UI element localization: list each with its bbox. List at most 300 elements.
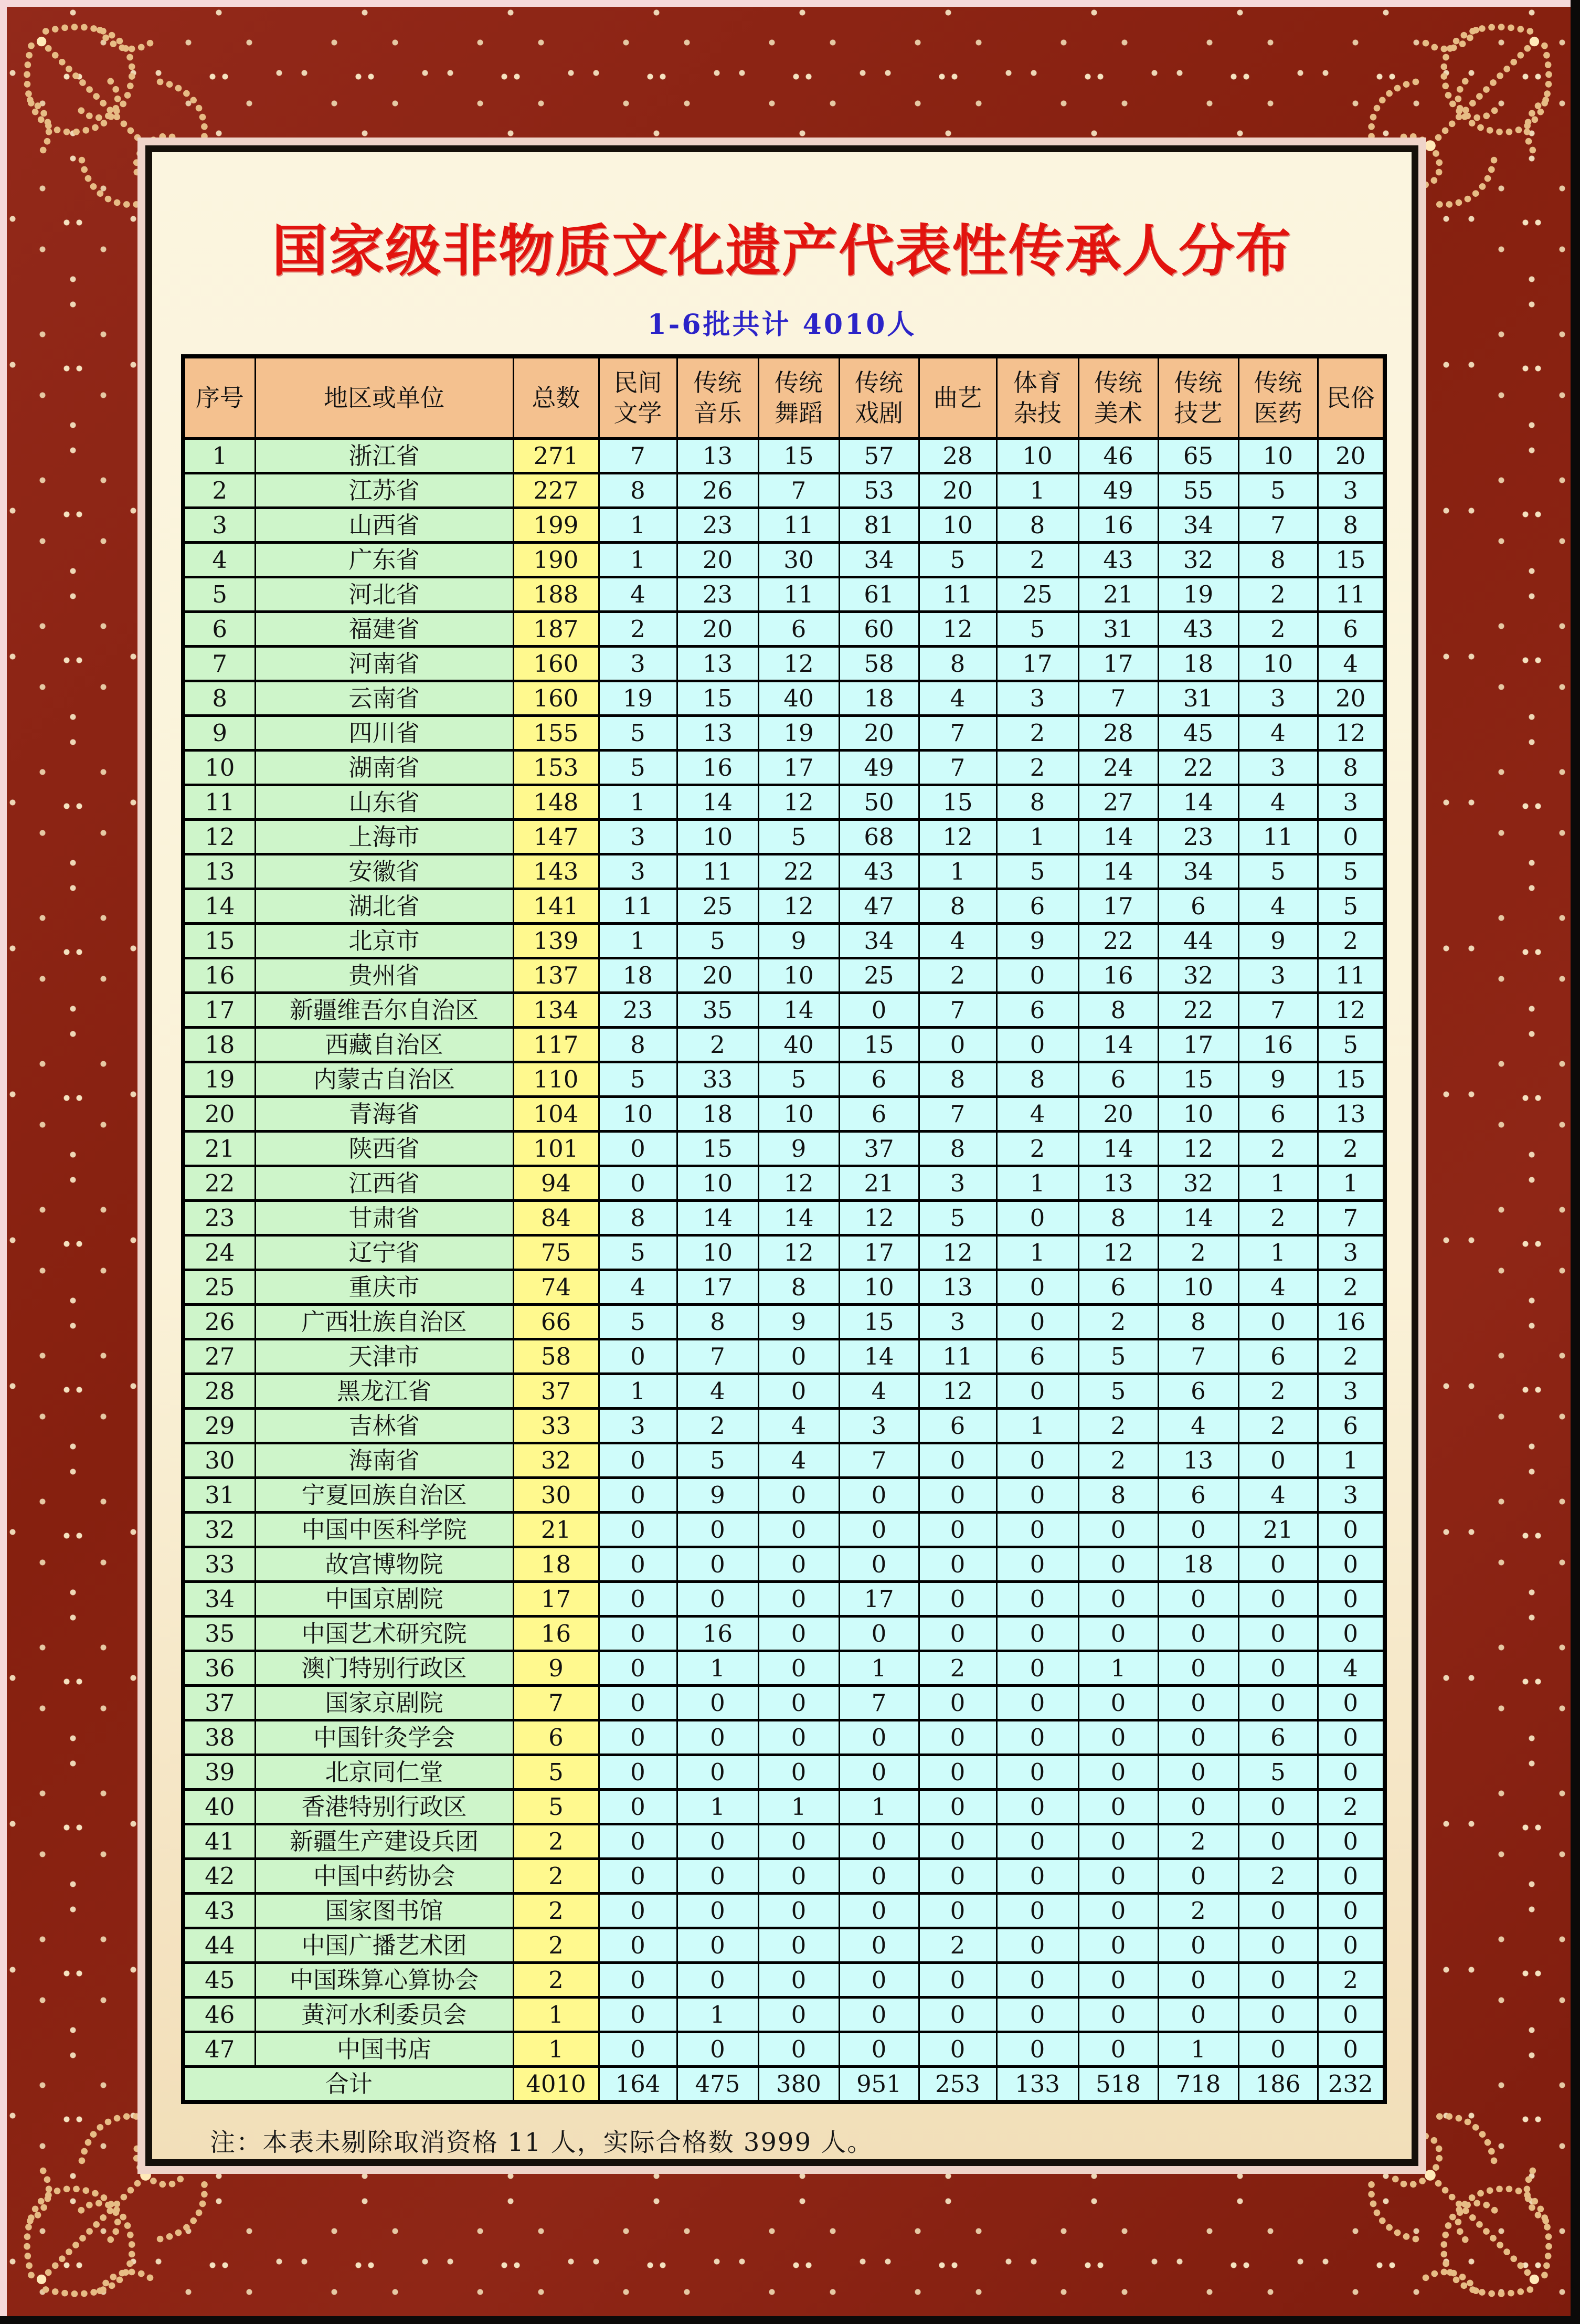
cell-value: 3 (599, 820, 677, 854)
cell-total: 155 (513, 716, 599, 751)
cell-total: 147 (513, 820, 599, 854)
cell-no: 3 (183, 508, 255, 543)
cell-value: 10 (1238, 647, 1318, 681)
cell-value: 3 (1238, 751, 1318, 785)
table-container (181, 354, 1383, 2104)
cell-value: 1 (919, 854, 996, 889)
cell-value: 1 (996, 1166, 1078, 1201)
col-header-traditional-music (677, 356, 758, 439)
cell-value: 5 (599, 751, 677, 785)
cell-region: 甘肃省 (255, 1201, 513, 1235)
cell-value: 17 (996, 647, 1078, 681)
cell-value: 0 (677, 1582, 758, 1617)
cell-value: 14 (758, 1201, 839, 1235)
cell-value: 2 (1158, 1824, 1238, 1859)
cell-value: 3 (1318, 1235, 1385, 1270)
cell-value: 2 (1238, 1201, 1318, 1235)
cell-value: 0 (1078, 1617, 1158, 1651)
cell-value: 0 (919, 1894, 996, 1928)
cell-value: 12 (1078, 1235, 1158, 1270)
cell-no: 13 (183, 854, 255, 889)
cell-region: 上海市 (255, 820, 513, 854)
cell-region: 河北省 (255, 577, 513, 612)
cell-no: 34 (183, 1582, 255, 1617)
cell-value: 20 (1318, 439, 1385, 473)
cell-region: 宁夏回族自治区 (255, 1478, 513, 1513)
cell-value: 0 (1238, 1928, 1318, 1963)
table-row (183, 958, 1385, 993)
cell-value: 6 (1078, 1062, 1158, 1097)
cell-value: 0 (996, 1894, 1078, 1928)
cell-value: 2 (996, 751, 1078, 785)
cell-value: 35 (677, 993, 758, 1028)
cell-no: 18 (183, 1028, 255, 1062)
cell-value: 9 (1238, 1062, 1318, 1097)
cell-value: 1 (1238, 1166, 1318, 1201)
cell-total: 66 (513, 1305, 599, 1339)
cell-no: 30 (183, 1443, 255, 1478)
cell-region: 黑龙江省 (255, 1374, 513, 1409)
cell-value: 0 (996, 1651, 1078, 1686)
cell-value: 9 (758, 1132, 839, 1166)
total-row-value: 380 (758, 2067, 839, 2103)
cell-value: 9 (996, 924, 1078, 958)
cell-no: 9 (183, 716, 255, 751)
table-row (183, 1028, 1385, 1062)
cell-no: 15 (183, 924, 255, 958)
cell-value: 1 (1318, 1443, 1385, 1478)
cell-value: 0 (919, 1790, 996, 1824)
cell-value: 19 (1158, 577, 1238, 612)
cell-region: 山东省 (255, 785, 513, 820)
cell-no: 4 (183, 543, 255, 577)
cell-value: 0 (1318, 1547, 1385, 1582)
cell-value: 5 (758, 1062, 839, 1097)
cell-region: 北京同仁堂 (255, 1755, 513, 1790)
cell-value: 10 (996, 439, 1078, 473)
total-row-value: 518 (1078, 2067, 1158, 2103)
cell-region: 天津市 (255, 1339, 513, 1374)
cell-value: 0 (996, 1859, 1078, 1894)
cell-value: 0 (677, 1859, 758, 1894)
cell-value: 16 (677, 1617, 758, 1651)
cell-region: 国家图书馆 (255, 1894, 513, 1928)
cell-value: 0 (996, 1513, 1078, 1547)
cell-value: 2 (996, 716, 1078, 751)
cell-value: 6 (919, 1409, 996, 1443)
cell-total: 139 (513, 924, 599, 958)
cell-value: 5 (677, 1443, 758, 1478)
cell-value: 7 (839, 1443, 919, 1478)
cell-total: 30 (513, 1478, 599, 1513)
cell-value: 28 (919, 439, 996, 473)
cell-region: 浙江省 (255, 439, 513, 473)
cell-total: 5 (513, 1790, 599, 1824)
cell-value: 4 (1318, 1651, 1385, 1686)
table-row (183, 889, 1385, 924)
cell-value: 12 (1318, 716, 1385, 751)
cell-value: 0 (919, 2032, 996, 2067)
table-row (183, 1963, 1385, 1998)
cell-value: 33 (677, 1062, 758, 1097)
cell-value: 10 (919, 508, 996, 543)
cell-value: 6 (1158, 1374, 1238, 1409)
table-row (183, 820, 1385, 854)
cell-value: 0 (996, 958, 1078, 993)
cell-region: 北京市 (255, 924, 513, 958)
cell-value: 0 (919, 1859, 996, 1894)
cell-value: 17 (1158, 1028, 1238, 1062)
cell-value: 0 (1158, 1513, 1238, 1547)
cell-value: 3 (996, 681, 1078, 716)
cell-value: 0 (919, 1443, 996, 1478)
cell-region: 安徽省 (255, 854, 513, 889)
cell-no: 46 (183, 1998, 255, 2032)
cell-value: 1 (599, 508, 677, 543)
cell-total: 2 (513, 1894, 599, 1928)
cell-value: 0 (1158, 1686, 1238, 1720)
cell-value: 32 (1158, 1166, 1238, 1201)
cell-value: 20 (1318, 681, 1385, 716)
cell-value: 0 (599, 2032, 677, 2067)
cell-value: 0 (599, 1166, 677, 1201)
cell-value: 0 (677, 2032, 758, 2067)
cell-value: 3 (1318, 1374, 1385, 1409)
outer-edge-left (0, 0, 7, 2324)
cell-value: 50 (839, 785, 919, 820)
table-row (183, 1617, 1385, 1651)
cell-value: 17 (1078, 647, 1158, 681)
cell-total: 37 (513, 1374, 599, 1409)
cell-value: 6 (839, 1062, 919, 1097)
cell-value: 0 (758, 1582, 839, 1617)
cell-region: 广西壮族自治区 (255, 1305, 513, 1339)
cell-total: 101 (513, 1132, 599, 1166)
cell-value: 0 (599, 1443, 677, 1478)
cell-value: 0 (1078, 1582, 1158, 1617)
total-row-value: 253 (919, 2067, 996, 2103)
cell-no: 38 (183, 1720, 255, 1755)
cell-value: 1 (1238, 1235, 1318, 1270)
cell-value: 20 (1078, 1097, 1158, 1132)
cell-value: 10 (1158, 1270, 1238, 1305)
cell-value: 5 (677, 924, 758, 958)
cell-value: 7 (1078, 681, 1158, 716)
cell-value: 0 (1318, 1998, 1385, 2032)
cell-value: 12 (758, 889, 839, 924)
cell-value: 0 (599, 1894, 677, 1928)
col-header-line: 传统 (1174, 368, 1223, 397)
cell-value: 17 (677, 1270, 758, 1305)
cell-value: 0 (599, 1547, 677, 1582)
cell-value: 0 (758, 1928, 839, 1963)
cell-value: 32 (1158, 958, 1238, 993)
cell-value: 0 (919, 1617, 996, 1651)
cell-value: 5 (1238, 854, 1318, 889)
cell-value: 27 (1078, 785, 1158, 820)
cell-value: 20 (677, 958, 758, 993)
table-row (183, 1062, 1385, 1097)
table-row (183, 1790, 1385, 1824)
cell-value: 5 (919, 543, 996, 577)
cell-value: 0 (1078, 1998, 1158, 2032)
cell-value: 0 (839, 1998, 919, 2032)
cell-value: 0 (758, 1339, 839, 1374)
cell-total: 187 (513, 612, 599, 647)
cell-value: 0 (758, 1720, 839, 1755)
cell-value: 5 (996, 854, 1078, 889)
cell-value: 0 (839, 1755, 919, 1790)
cell-value: 0 (839, 1928, 919, 1963)
cell-value: 49 (1078, 473, 1158, 508)
cell-value: 2 (1078, 1305, 1158, 1339)
col-header-folk-customs (1318, 356, 1385, 439)
cell-value: 7 (1238, 508, 1318, 543)
cell-value: 12 (919, 1374, 996, 1409)
table-row (183, 1270, 1385, 1305)
cell-value: 0 (839, 1963, 919, 1998)
table-row (183, 1720, 1385, 1755)
cell-value: 5 (599, 1062, 677, 1097)
cell-no: 1 (183, 439, 255, 473)
table-row (183, 681, 1385, 716)
cell-region: 云南省 (255, 681, 513, 716)
cell-value: 0 (758, 1478, 839, 1513)
content-panel (145, 145, 1418, 2166)
cell-value: 7 (919, 1097, 996, 1132)
col-header-sports-acrobatics (996, 356, 1078, 439)
cell-region: 中国艺术研究院 (255, 1617, 513, 1651)
cell-value: 0 (839, 1547, 919, 1582)
cell-value: 0 (996, 1790, 1078, 1824)
cell-no: 10 (183, 751, 255, 785)
cell-value: 0 (599, 1790, 677, 1824)
cell-value: 0 (1318, 1582, 1385, 1617)
cell-value: 5 (996, 612, 1078, 647)
cell-value: 0 (1238, 1963, 1318, 1998)
cell-value: 0 (996, 1755, 1078, 1790)
cell-value: 8 (996, 1062, 1078, 1097)
cell-value: 0 (599, 1998, 677, 2032)
cell-value: 0 (996, 1824, 1078, 1859)
cell-value: 65 (1158, 439, 1238, 473)
cell-value: 6 (758, 612, 839, 647)
cell-total: 75 (513, 1235, 599, 1270)
cell-value: 6 (1158, 1478, 1238, 1513)
cell-value: 5 (599, 1235, 677, 1270)
cell-value: 3 (839, 1409, 919, 1443)
cell-no: 19 (183, 1062, 255, 1097)
cell-value: 3 (1238, 958, 1318, 993)
cell-no: 43 (183, 1894, 255, 1928)
cell-region: 重庆市 (255, 1270, 513, 1305)
cell-value: 0 (996, 1617, 1078, 1651)
cell-value: 49 (839, 751, 919, 785)
cell-total: 141 (513, 889, 599, 924)
cell-value: 4 (758, 1443, 839, 1478)
cell-value: 15 (1318, 1062, 1385, 1097)
cell-no: 2 (183, 473, 255, 508)
cell-value: 1 (839, 1790, 919, 1824)
cell-value: 1 (839, 1651, 919, 1686)
cell-value: 3 (599, 1409, 677, 1443)
cell-value: 2 (1078, 1409, 1158, 1443)
cell-value: 10 (677, 1166, 758, 1201)
cell-value: 1 (1318, 1166, 1385, 1201)
cell-value: 0 (599, 1928, 677, 1963)
cell-value: 2 (1158, 1235, 1238, 1270)
cell-total: 160 (513, 647, 599, 681)
cell-value: 2 (1238, 612, 1318, 647)
cell-value: 5 (1078, 1339, 1158, 1374)
cell-no: 7 (183, 647, 255, 681)
cell-value: 7 (1318, 1201, 1385, 1235)
cell-value: 15 (919, 785, 996, 820)
cell-value: 0 (599, 1339, 677, 1374)
cell-value: 0 (758, 1998, 839, 2032)
col-header-line: 传统 (1254, 368, 1302, 397)
cell-value: 0 (839, 1859, 919, 1894)
cell-value: 0 (1318, 1824, 1385, 1859)
cell-value: 5 (758, 820, 839, 854)
cell-value: 17 (839, 1235, 919, 1270)
cell-value: 10 (677, 820, 758, 854)
table-row (183, 924, 1385, 958)
cell-value: 15 (1158, 1062, 1238, 1097)
cell-value: 0 (599, 1755, 677, 1790)
table-row (183, 439, 1385, 473)
cell-value: 0 (996, 1374, 1078, 1409)
cell-region: 吉林省 (255, 1409, 513, 1443)
cell-value: 4 (1238, 1270, 1318, 1305)
cell-total: 1 (513, 2032, 599, 2067)
footnote: 注：本表未剔除取消资格 11 人，实际合格数 3999 人。 (210, 2128, 874, 2157)
cell-no: 47 (183, 2032, 255, 2067)
table-row (183, 1409, 1385, 1443)
cell-value: 4 (758, 1409, 839, 1443)
page-subtitle: 1-6批共计 4010人 (647, 309, 917, 341)
cell-value: 17 (758, 751, 839, 785)
cell-value: 6 (1238, 1097, 1318, 1132)
cell-total: 227 (513, 473, 599, 508)
cell-no: 44 (183, 1928, 255, 1963)
cell-no: 23 (183, 1201, 255, 1235)
cell-value: 22 (758, 854, 839, 889)
total-row (183, 2067, 1385, 2103)
total-row-value: 718 (1158, 2067, 1238, 2103)
cell-no: 20 (183, 1097, 255, 1132)
cell-value: 0 (758, 1513, 839, 1547)
cell-value: 0 (919, 1513, 996, 1547)
cell-value: 34 (839, 924, 919, 958)
cell-no: 32 (183, 1513, 255, 1547)
table-row (183, 473, 1385, 508)
cell-value: 0 (1078, 1513, 1158, 1547)
cell-value: 19 (758, 716, 839, 751)
cell-no: 11 (183, 785, 255, 820)
cell-value: 2 (1318, 1790, 1385, 1824)
table-footer (183, 2067, 1385, 2103)
cell-value: 6 (1078, 1270, 1158, 1305)
cell-value: 0 (1158, 1651, 1238, 1686)
cell-value: 0 (599, 1859, 677, 1894)
cell-value: 2 (1238, 1409, 1318, 1443)
cell-value: 16 (1318, 1305, 1385, 1339)
cell-value: 61 (839, 577, 919, 612)
cell-value: 8 (919, 889, 996, 924)
cell-no: 31 (183, 1478, 255, 1513)
cell-total: 33 (513, 1409, 599, 1443)
inheritors-table (181, 354, 1387, 2104)
cell-value: 0 (1158, 1720, 1238, 1755)
cell-value: 11 (599, 889, 677, 924)
cell-value: 0 (1318, 1513, 1385, 1547)
cell-value: 30 (758, 543, 839, 577)
cell-value: 13 (919, 1270, 996, 1305)
cell-value: 4 (1238, 1478, 1318, 1513)
cell-value: 15 (677, 681, 758, 716)
cell-value: 4 (1158, 1409, 1238, 1443)
cell-value: 0 (839, 2032, 919, 2067)
cell-value: 0 (1318, 1928, 1385, 1963)
cell-value: 5 (1318, 854, 1385, 889)
cell-value: 0 (1238, 1998, 1318, 2032)
cell-value: 14 (1158, 785, 1238, 820)
outer-edge-right (1571, 0, 1580, 2324)
total-row-value: 133 (996, 2067, 1078, 2103)
col-header-region (255, 356, 513, 439)
total-row-value: 951 (839, 2067, 919, 2103)
table-row (183, 785, 1385, 820)
cell-value: 0 (996, 1582, 1078, 1617)
cell-value: 2 (1318, 1339, 1385, 1374)
cell-value: 7 (758, 473, 839, 508)
cell-region: 贵州省 (255, 958, 513, 993)
cell-value: 20 (919, 473, 996, 508)
cell-value: 9 (758, 924, 839, 958)
cell-value: 7 (839, 1686, 919, 1720)
cell-value: 5 (1238, 1755, 1318, 1790)
cell-value: 0 (996, 1443, 1078, 1478)
col-header-line: 医药 (1254, 399, 1302, 427)
cell-value: 0 (1318, 1894, 1385, 1928)
cell-value: 6 (1318, 612, 1385, 647)
cell-value: 8 (919, 1132, 996, 1166)
cell-no: 33 (183, 1547, 255, 1582)
cell-value: 11 (677, 854, 758, 889)
cell-value: 0 (758, 1617, 839, 1651)
cell-region: 湖南省 (255, 751, 513, 785)
cell-value: 6 (1238, 1339, 1318, 1374)
cell-value: 31 (1078, 612, 1158, 647)
outer-edge-bottom (0, 2316, 1580, 2324)
cell-value: 37 (839, 1132, 919, 1166)
cell-value: 4 (996, 1097, 1078, 1132)
cell-value: 0 (677, 1894, 758, 1928)
cell-value: 28 (1078, 716, 1158, 751)
table-row (183, 1166, 1385, 1201)
cell-value: 16 (1078, 508, 1158, 543)
cell-value: 21 (1238, 1513, 1318, 1547)
cell-region: 湖北省 (255, 889, 513, 924)
cell-value: 0 (1318, 1720, 1385, 1755)
cell-value: 6 (996, 993, 1078, 1028)
cell-value: 0 (677, 1928, 758, 1963)
cell-total: 74 (513, 1270, 599, 1305)
cell-value: 55 (1158, 473, 1238, 508)
cell-value: 7 (677, 1339, 758, 1374)
cell-region: 中国中医科学院 (255, 1513, 513, 1547)
